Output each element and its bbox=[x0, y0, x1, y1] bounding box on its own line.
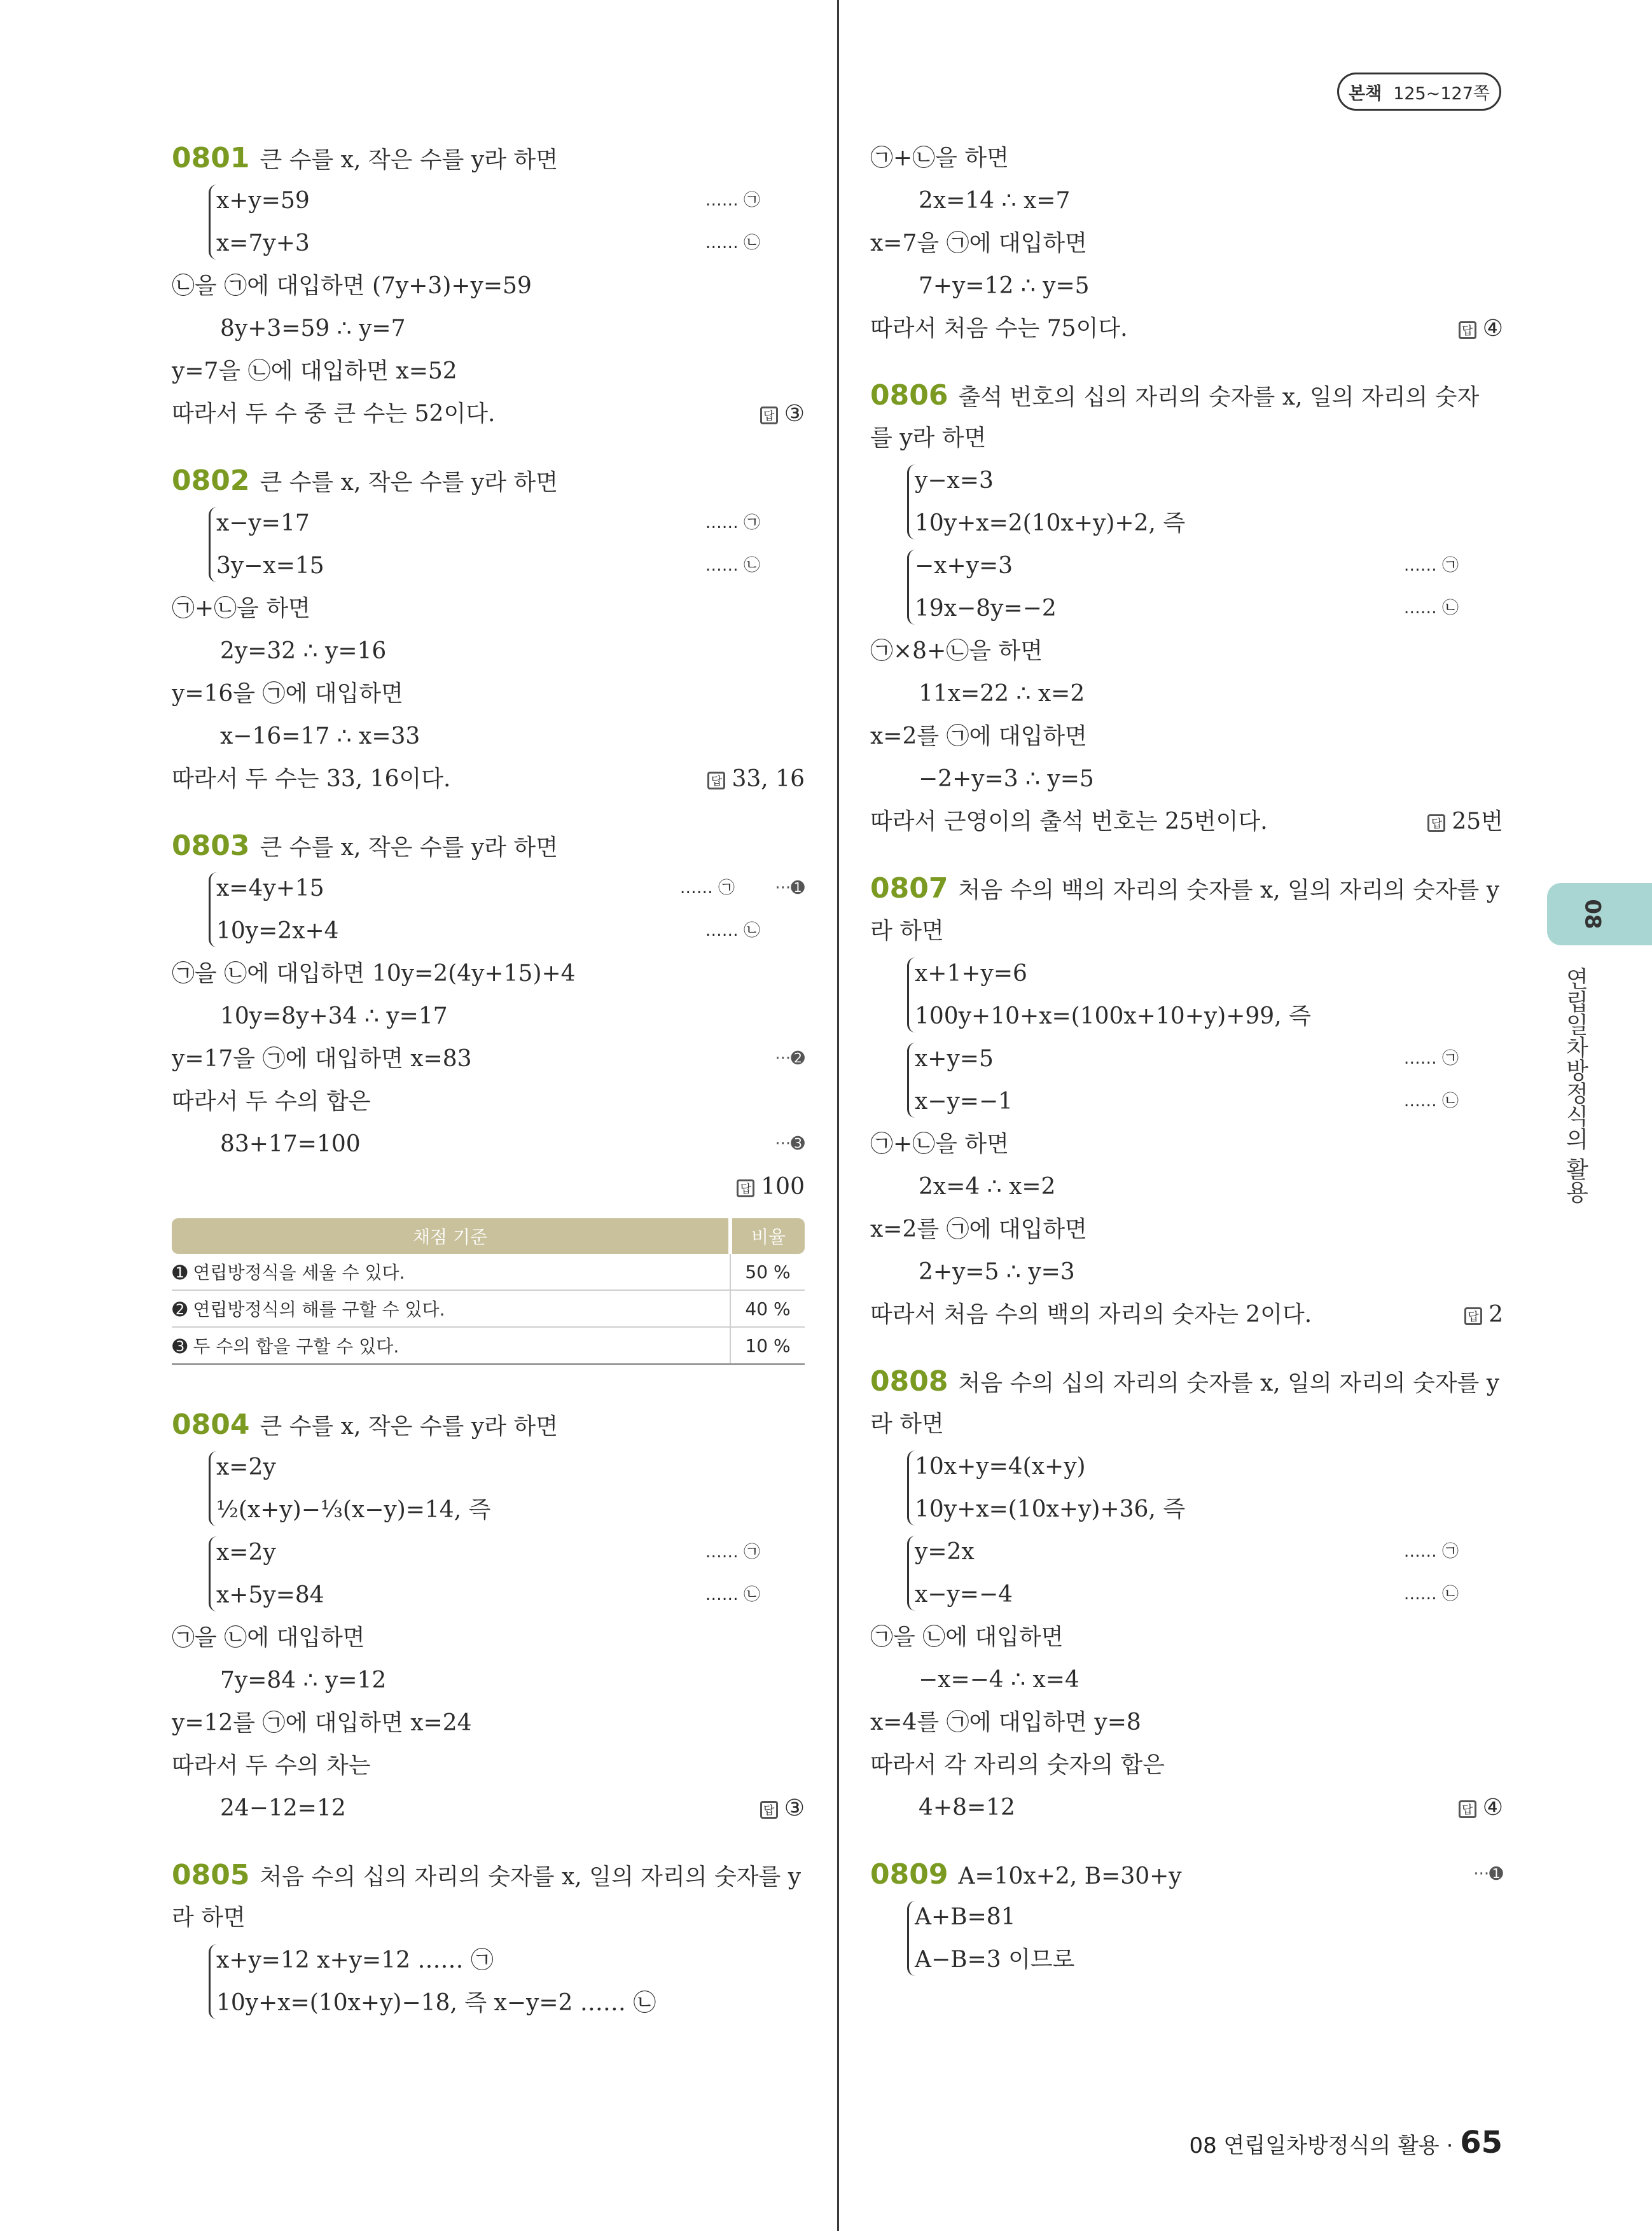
rubric-header-ratio: 비율 bbox=[730, 1218, 805, 1254]
rubric-criterion: ➊ 연립방정식을 세울 수 있다. bbox=[172, 1254, 730, 1290]
solutions-0805-0809 bbox=[870, 137, 1503, 1981]
math-text: x+y=59 bbox=[216, 188, 310, 214]
solution-line bbox=[172, 1165, 805, 1208]
rubric-row bbox=[172, 1290, 805, 1327]
solution-line bbox=[870, 1293, 1503, 1336]
answer bbox=[760, 1787, 805, 1830]
math-text: x+1+y=6 bbox=[915, 961, 1027, 987]
answer-value: 33, 16 bbox=[732, 766, 805, 792]
math-text: −2+y=3 ∴ y=5 bbox=[919, 766, 1094, 792]
math-text: y−x=3 bbox=[915, 468, 994, 494]
answer-value: 25번 bbox=[1452, 809, 1503, 835]
equation-label: …… ㉡ bbox=[1403, 599, 1459, 618]
problem-number: 0805 bbox=[172, 1859, 250, 1891]
chapter-side-title: 연립일차방정식의 활용 bbox=[1562, 967, 1588, 1204]
solution-line bbox=[172, 672, 805, 715]
solution-line bbox=[172, 222, 805, 265]
math-text: y=16을 ㉠에 대입하면 bbox=[172, 681, 403, 707]
solution-line bbox=[870, 265, 1503, 307]
left-column bbox=[172, 137, 805, 2024]
solution-line bbox=[172, 910, 805, 952]
problem-number: 0803 bbox=[172, 830, 250, 862]
solution-line bbox=[172, 1038, 805, 1080]
math-text: 라 하면 bbox=[172, 1905, 246, 1931]
solution-line bbox=[172, 1896, 805, 1939]
math-text: 따라서 두 수의 차는 bbox=[172, 1753, 371, 1779]
answer-value: 100 bbox=[761, 1174, 805, 1200]
answer-value: ④ bbox=[1482, 1795, 1503, 1821]
math-text: 따라서 각 자리의 숫자의 합은 bbox=[870, 1752, 1165, 1778]
math-text: y=7을 ㉡에 대입하면 x=52 bbox=[172, 358, 457, 384]
math-text: ㉡을 ㉠에 대입하면 (7y+3)+y=59 bbox=[172, 273, 532, 299]
solutions-0801-0803 bbox=[172, 137, 805, 1208]
problem-number: 0807 bbox=[870, 872, 948, 905]
column-divider bbox=[837, 0, 839, 2231]
math-text: 2+y=5 ∴ y=3 bbox=[919, 1259, 1075, 1285]
answer-value: ④ bbox=[1482, 316, 1503, 342]
math-text: x+y=5 bbox=[915, 1046, 994, 1072]
math-text: y=2x bbox=[915, 1539, 975, 1565]
math-text: 10x+y=4(x+y) bbox=[915, 1454, 1086, 1480]
problem-number: 0802 bbox=[172, 464, 250, 497]
answer-icon: 답 bbox=[1427, 814, 1445, 832]
solution-line bbox=[172, 867, 805, 910]
math-text: 처음 수의 백의 자리의 숫자를 x, 일의 자리의 숫자를 y bbox=[958, 877, 1500, 903]
solution-line bbox=[870, 459, 1503, 502]
math-text: −x=−4 ∴ x=4 bbox=[919, 1667, 1079, 1693]
page-number: 65 bbox=[1460, 2125, 1503, 2160]
solution-line bbox=[870, 1038, 1503, 1080]
math-text: 큰 수를 x, 작은 수를 y라 하면 bbox=[260, 835, 558, 861]
problem-heading bbox=[870, 374, 1503, 417]
math-text: 10y=8y+34 ∴ y=17 bbox=[220, 1003, 448, 1029]
answer-icon: 답 bbox=[737, 1179, 754, 1197]
math-text: ½(x+y)−⅓(x−y)=14, 즉 bbox=[216, 1497, 491, 1523]
scoring-step-marker: ···➊ bbox=[1473, 1865, 1503, 1884]
math-text: A=10x+2, B=30+y bbox=[958, 1863, 1182, 1889]
solution-line bbox=[172, 502, 805, 545]
spacer bbox=[870, 350, 1503, 374]
math-text: 10y+x=(10x+y)−18, 즉 x−y=2 …… ㉡ bbox=[216, 1990, 656, 2016]
solution-line bbox=[870, 502, 1503, 545]
rubric-header-criteria: 채점 기준 bbox=[172, 1218, 730, 1254]
math-text: 따라서 두 수는 33, 16이다. bbox=[172, 766, 451, 792]
problem-heading bbox=[172, 824, 805, 867]
solution-line bbox=[870, 1616, 1503, 1658]
solution-line bbox=[870, 1896, 1503, 1938]
solution-line bbox=[172, 1489, 805, 1531]
equation-label: …… ㉡ bbox=[705, 233, 760, 253]
solution-line bbox=[870, 1403, 1503, 1445]
problem-heading bbox=[172, 1403, 805, 1446]
math-text: x−y=−1 bbox=[915, 1088, 1013, 1115]
solution-line bbox=[172, 952, 805, 995]
equation-label: …… ㉠ bbox=[705, 191, 760, 210]
answer-value: ③ bbox=[784, 1795, 805, 1821]
problem-heading bbox=[172, 1854, 805, 1896]
solution-line bbox=[172, 265, 805, 307]
answer bbox=[1459, 307, 1503, 350]
solution-line bbox=[870, 417, 1503, 459]
equation-label: …… ㉡ bbox=[705, 556, 760, 575]
math-text: 8y+3=59 ∴ y=7 bbox=[220, 316, 406, 342]
equation-label: …… ㉡ bbox=[705, 1585, 760, 1604]
math-text: ㉠을 ㉡에 대입하면 10y=2(4y+15)+4 bbox=[172, 961, 576, 987]
spacer bbox=[172, 1830, 805, 1854]
problem-heading bbox=[172, 459, 805, 502]
solution-line bbox=[172, 1616, 805, 1659]
solution-line bbox=[870, 1531, 1503, 1573]
math-text: x=2y bbox=[216, 1454, 276, 1480]
rubric-criterion: ➌ 두 수의 합을 구할 수 있다. bbox=[172, 1327, 730, 1365]
math-text: 큰 수를 x, 작은 수를 y라 하면 bbox=[260, 147, 558, 173]
math-text: ㉠×8+㉡을 하면 bbox=[870, 638, 1043, 664]
math-text: 19x−8y=−2 bbox=[915, 595, 1057, 622]
math-text: A−B=3 이므로 bbox=[915, 1947, 1075, 1973]
answer bbox=[760, 393, 805, 435]
math-text: 출석 번호의 십의 자리의 숫자를 x, 일의 자리의 숫자 bbox=[958, 384, 1480, 410]
math-text: −x+y=3 bbox=[915, 553, 1013, 579]
solution-line bbox=[172, 350, 805, 393]
footer-separator: · bbox=[1446, 2133, 1461, 2158]
solution-line bbox=[870, 1123, 1503, 1165]
math-text: x=2를 ㉠에 대입하면 bbox=[870, 1216, 1087, 1242]
solution-line bbox=[870, 1165, 1503, 1208]
problem-number: 0804 bbox=[172, 1408, 250, 1441]
scoring-step-marker: ···➌ bbox=[775, 1134, 805, 1153]
spacer bbox=[870, 1336, 1503, 1360]
solution-line bbox=[870, 179, 1503, 222]
math-text: x−y=−4 bbox=[915, 1581, 1013, 1608]
problem-number: 0801 bbox=[172, 142, 250, 174]
math-text: ㉠+㉡을 하면 bbox=[870, 145, 1009, 171]
solution-line bbox=[870, 630, 1503, 672]
spacer bbox=[172, 1365, 805, 1403]
problem-number: 0806 bbox=[870, 379, 948, 412]
solution-line bbox=[172, 630, 805, 672]
equation-label: …… ㉡ bbox=[705, 921, 760, 940]
problem-heading bbox=[870, 1360, 1503, 1403]
answer-icon: 답 bbox=[1459, 1800, 1476, 1818]
solution-line bbox=[870, 1251, 1503, 1293]
solution-line bbox=[870, 1701, 1503, 1744]
math-text: ㉠+㉡을 하면 bbox=[870, 1131, 1009, 1157]
solution-line bbox=[870, 137, 1503, 179]
spacer bbox=[172, 435, 805, 459]
solution-line bbox=[870, 545, 1503, 587]
solution-line bbox=[870, 587, 1503, 630]
math-text: 따라서 처음 수는 75이다. bbox=[870, 316, 1128, 342]
solution-line bbox=[172, 307, 805, 350]
rubric-ratio: 10 % bbox=[730, 1327, 805, 1365]
math-text: 2x=4 ∴ x=2 bbox=[919, 1174, 1056, 1200]
math-text: x=2y bbox=[216, 1539, 276, 1566]
math-text: y=17을 ㉠에 대입하면 x=83 bbox=[172, 1046, 472, 1072]
problem-heading bbox=[870, 1853, 1503, 1896]
answer-value: ③ bbox=[784, 401, 805, 427]
rubric-header bbox=[172, 1218, 805, 1254]
solution-line bbox=[870, 995, 1503, 1038]
equation-label: …… ㉠ bbox=[1403, 1542, 1459, 1561]
solution-line bbox=[172, 1744, 805, 1787]
math-text: 7+y=12 ∴ y=5 bbox=[919, 273, 1090, 299]
solution-line bbox=[870, 758, 1503, 800]
answer bbox=[1459, 1786, 1503, 1829]
math-text: 2x=14 ∴ x=7 bbox=[919, 188, 1071, 214]
solution-line bbox=[870, 1488, 1503, 1531]
solution-line bbox=[172, 1939, 805, 1982]
equation-label: …… ㉡ bbox=[1403, 1585, 1459, 1604]
math-text: x+y=12 x+y=12 …… ㉠ bbox=[216, 1947, 494, 1973]
solution-line bbox=[870, 307, 1503, 350]
problem-heading bbox=[172, 137, 805, 179]
rubric-criterion: ➋ 연립방정식의 해를 구할 수 있다. bbox=[172, 1290, 730, 1327]
solution-line bbox=[172, 1787, 805, 1830]
math-text: 100y+10+x=(100x+10+y)+99, 즉 bbox=[915, 1003, 1311, 1029]
math-text: 따라서 처음 수의 백의 자리의 숫자는 2이다. bbox=[870, 1302, 1312, 1328]
solution-line bbox=[172, 587, 805, 630]
solution-line bbox=[870, 910, 1503, 952]
math-text: x=4y+15 bbox=[216, 875, 324, 901]
solution-line bbox=[172, 1446, 805, 1489]
solution-line bbox=[870, 1658, 1503, 1701]
answer bbox=[1464, 1293, 1503, 1336]
solution-line bbox=[172, 1123, 805, 1165]
math-text: 10y+x=2(10x+y)+2, 즉 bbox=[915, 510, 1186, 536]
spacer bbox=[870, 843, 1503, 867]
answer-icon: 답 bbox=[760, 407, 778, 424]
answer bbox=[707, 758, 805, 800]
answer-icon: 답 bbox=[1464, 1307, 1482, 1325]
math-text: 4+8=12 bbox=[919, 1795, 1015, 1821]
equation-label: …… ㉠ bbox=[705, 1543, 760, 1562]
equation-label: …… ㉡ bbox=[1403, 1092, 1459, 1111]
chapter-number: 08 bbox=[1579, 899, 1606, 929]
chapter-tab bbox=[1547, 883, 1652, 945]
math-text: 3y−x=15 bbox=[216, 553, 324, 579]
math-text: ㉠을 ㉡에 대입하면 bbox=[870, 1624, 1064, 1650]
solution-line bbox=[172, 1080, 805, 1123]
math-text: 10y+x=(10x+y)+36, 즉 bbox=[915, 1496, 1186, 1522]
solution-line bbox=[870, 1938, 1503, 1981]
math-text: x+5y=84 bbox=[216, 1582, 324, 1608]
spacer bbox=[172, 800, 805, 824]
math-text: 83+17=100 bbox=[220, 1131, 361, 1157]
math-text: 7y=84 ∴ y=12 bbox=[220, 1667, 387, 1693]
solution-line bbox=[172, 393, 805, 435]
math-text: 따라서 두 수 중 큰 수는 52이다. bbox=[172, 401, 496, 427]
solution-line bbox=[172, 1702, 805, 1744]
math-text: x=7을 ㉠에 대입하면 bbox=[870, 230, 1087, 256]
equation-label: …… ㉠ bbox=[705, 513, 760, 532]
math-text: 를 y라 하면 bbox=[870, 425, 987, 451]
solution-line bbox=[870, 1744, 1503, 1786]
page-footer bbox=[1189, 2125, 1503, 2160]
solution-line bbox=[172, 1982, 805, 2024]
math-text: 라 하면 bbox=[870, 1411, 944, 1437]
solution-line bbox=[172, 995, 805, 1038]
solution-line bbox=[172, 179, 805, 222]
math-text: 처음 수의 십의 자리의 숫자를 x, 일의 자리의 숫자를 y bbox=[260, 1864, 802, 1890]
rubric-row bbox=[172, 1327, 805, 1365]
solution-line bbox=[870, 1445, 1503, 1488]
solution-line bbox=[870, 1573, 1503, 1616]
problem-heading bbox=[870, 867, 1503, 910]
math-text: 큰 수를 x, 작은 수를 y라 하면 bbox=[260, 469, 558, 496]
math-text: x=4를 ㉠에 대입하면 y=8 bbox=[870, 1709, 1141, 1735]
solution-line bbox=[870, 672, 1503, 715]
solution-line bbox=[870, 715, 1503, 758]
scoring-step-marker: ···➊ bbox=[775, 879, 805, 898]
math-text: 처음 수의 십의 자리의 숫자를 x, 일의 자리의 숫자를 y bbox=[958, 1370, 1500, 1396]
grading-rubric-table bbox=[172, 1218, 805, 1365]
math-text: ㉠+㉡을 하면 bbox=[172, 595, 310, 622]
math-text: A+B=81 bbox=[915, 1904, 1016, 1930]
math-text: 따라서 근영이의 출석 번호는 25번이다. bbox=[870, 809, 1268, 835]
math-text: x=7y+3 bbox=[216, 230, 310, 256]
problem-number: 0809 bbox=[870, 1858, 948, 1891]
math-text: 11x=22 ∴ x=2 bbox=[919, 681, 1085, 707]
solution-line bbox=[172, 758, 805, 800]
rubric-ratio: 40 % bbox=[730, 1290, 805, 1327]
solution-line bbox=[172, 1531, 805, 1574]
solution-line bbox=[172, 1659, 805, 1702]
math-text: 10y=2x+4 bbox=[216, 918, 339, 944]
solution-line bbox=[870, 1080, 1503, 1123]
solution-line bbox=[870, 222, 1503, 265]
answer bbox=[737, 1165, 805, 1208]
math-text: 2y=32 ∴ y=16 bbox=[220, 638, 387, 664]
page-reference-badge: 본책 125~127쪽 bbox=[1337, 73, 1501, 111]
equation-label: …… ㉠ bbox=[1403, 1049, 1459, 1068]
math-text: ㉠을 ㉡에 대입하면 bbox=[172, 1625, 365, 1651]
footer-chapter-label: 08 연립일차방정식의 활용 bbox=[1189, 2133, 1440, 2158]
math-text: x−y=17 bbox=[216, 510, 310, 536]
math-text: x−16=17 ∴ x=33 bbox=[220, 723, 420, 749]
math-text: 24−12=12 bbox=[220, 1795, 346, 1821]
rubric-ratio: 50 % bbox=[730, 1254, 805, 1290]
math-text: 따라서 두 수의 합은 bbox=[172, 1088, 371, 1115]
spacer bbox=[870, 1829, 1503, 1853]
scoring-step-marker: ···➋ bbox=[775, 1049, 805, 1068]
math-text: y=12를 ㉠에 대입하면 x=24 bbox=[172, 1710, 472, 1736]
equation-label: …… ㉠ bbox=[679, 879, 735, 898]
equation-label: …… ㉠ bbox=[1403, 556, 1459, 575]
solution-line bbox=[172, 715, 805, 758]
math-text: 큰 수를 x, 작은 수를 y라 하면 bbox=[260, 1414, 558, 1440]
rubric-row bbox=[172, 1254, 805, 1290]
solution-line bbox=[870, 800, 1503, 843]
problem-number: 0808 bbox=[870, 1365, 948, 1398]
solution-line bbox=[870, 1786, 1503, 1829]
math-text: 라 하면 bbox=[870, 918, 944, 944]
answer bbox=[1427, 800, 1503, 843]
answer-icon: 답 bbox=[1459, 321, 1476, 339]
answer-icon: 답 bbox=[760, 1801, 778, 1819]
answer-icon: 답 bbox=[707, 772, 725, 789]
math-text: x=2를 ㉠에 대입하면 bbox=[870, 723, 1087, 749]
solution-line bbox=[172, 545, 805, 587]
solution-line bbox=[870, 952, 1503, 995]
solution-line bbox=[870, 1208, 1503, 1251]
answer-value: 2 bbox=[1489, 1302, 1503, 1328]
right-column bbox=[870, 137, 1503, 1981]
solutions-0804-0805 bbox=[172, 1403, 805, 2024]
solution-line bbox=[172, 1574, 805, 1616]
